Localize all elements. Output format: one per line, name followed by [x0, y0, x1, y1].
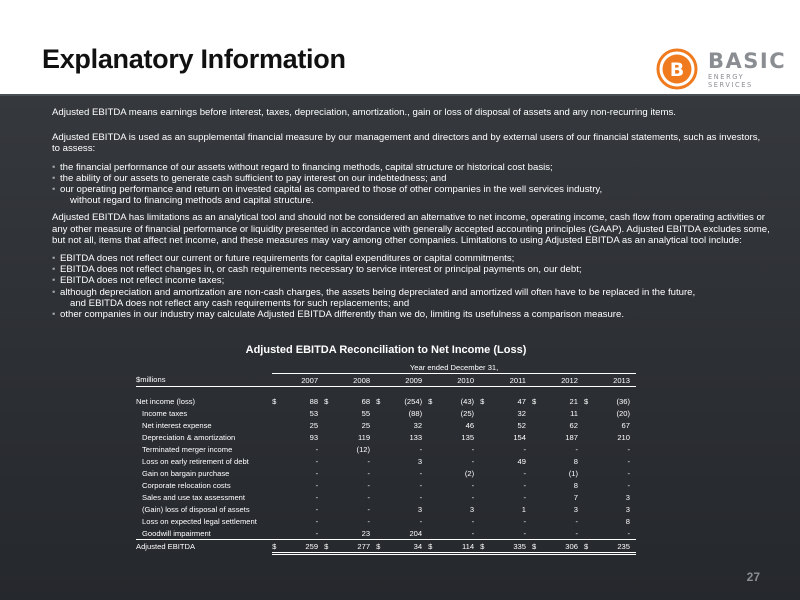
list-item: • other companies in our industry may calculate Adjusted EBITDA differently than we do, limiting its usefulness a comparison measure. — [52, 309, 625, 321]
table-cell — [480, 374, 491, 387]
table-cell-value: - — [315, 492, 319, 502]
usage-bullet-list — [52, 162, 770, 207]
currency-symbol: $ — [428, 396, 433, 406]
table-cell-value: - — [367, 480, 371, 490]
currency-symbol — [584, 467, 595, 479]
currency-symbol — [480, 443, 491, 455]
table-cell-value: - — [471, 444, 475, 454]
table-cell-value: 25 — [361, 420, 371, 430]
table-cell-value: - — [471, 492, 475, 502]
table-cell-value: - — [419, 516, 423, 526]
table-cell-value: 34 — [387, 540, 428, 554]
table-row — [136, 503, 636, 515]
currency-symbol — [272, 443, 283, 455]
currency-symbol: $ — [324, 396, 329, 406]
currency-symbol — [324, 503, 335, 515]
unit-label: $millions — [136, 374, 272, 387]
table-cell-value: (43) — [460, 396, 475, 406]
table-cell-value: - — [419, 444, 423, 454]
list-item: • although depreciation and amortization are non-cash charges, the assets being depreciated and amortized will often have to be replaced in the future, and EBITDA does not reflect any cash requirements for such replacements; and — [52, 286, 696, 309]
currency-symbol — [376, 527, 387, 540]
row-label: Depreciation & amortization — [142, 432, 236, 442]
table-subhead-row — [136, 361, 636, 374]
row-label: Loss on early retirement of debt — [142, 456, 249, 466]
table-cell-value: - — [471, 516, 475, 526]
table-cell-value: 46 — [465, 420, 475, 430]
table-cell-value: 3 — [625, 492, 630, 502]
table-cell-value: 259 — [283, 540, 324, 554]
currency-symbol — [376, 515, 387, 527]
currency-symbol — [428, 443, 439, 455]
currency-symbol — [532, 467, 543, 479]
currency-symbol — [584, 431, 595, 443]
table-cell-value: 49 — [517, 456, 526, 466]
table-cell-value: 114 — [439, 540, 480, 554]
table-cell-value: 23 — [361, 528, 371, 538]
table-cell — [324, 374, 335, 387]
row-label: Corporate relocation costs — [142, 480, 231, 490]
bullet-icon: • — [52, 286, 56, 298]
table-cell-value: 204 — [409, 528, 423, 538]
table-row — [136, 395, 636, 407]
table-cell-value: 135 — [461, 432, 475, 442]
currency-symbol — [480, 431, 491, 443]
paragraph-definition: Adjusted EBITDA means earnings before interest, taxes, depreciation, amortization., gain or loss of disposal of assets and any non-recurring items. — [52, 107, 676, 118]
table-row — [136, 527, 636, 540]
currency-symbol — [532, 431, 543, 443]
reconciliation-table-section — [136, 344, 636, 555]
table-cell-value: - — [315, 456, 319, 466]
currency-symbol — [584, 527, 595, 540]
table-cell-value: 8 — [625, 516, 630, 526]
row-label: Gain on bargain purchase — [142, 468, 230, 478]
currency-symbol — [480, 503, 491, 515]
table-cell — [272, 374, 283, 387]
slide-title: Explanatory Information — [42, 44, 346, 74]
currency-symbol — [428, 431, 439, 443]
currency-symbol — [324, 491, 335, 503]
table-cell-value: - — [523, 516, 526, 526]
currency-symbol: $ — [272, 540, 283, 554]
currency-symbol — [324, 407, 335, 419]
currency-symbol: $ — [532, 396, 537, 406]
table-cell-value: 277 — [335, 540, 376, 554]
currency-symbol — [324, 443, 335, 455]
currency-symbol — [272, 455, 283, 467]
year-header: 2009 — [387, 374, 428, 387]
table-cell-value: (88) — [408, 408, 423, 418]
currency-symbol — [480, 407, 491, 419]
table-cell-value: - — [627, 468, 630, 478]
currency-symbol — [272, 527, 283, 540]
currency-symbol — [272, 503, 283, 515]
currency-symbol: $ — [272, 396, 277, 406]
table-cell-value: 68 — [361, 396, 371, 406]
currency-symbol — [584, 491, 595, 503]
currency-symbol — [272, 431, 283, 443]
table-cell-value: - — [471, 528, 475, 538]
currency-symbol — [376, 419, 387, 431]
table-cell-value: 335 — [491, 540, 532, 554]
currency-symbol — [532, 491, 543, 503]
currency-symbol — [480, 479, 491, 491]
currency-symbol — [532, 515, 543, 527]
slide-header — [0, 0, 800, 94]
currency-symbol — [428, 407, 439, 419]
currency-symbol — [376, 467, 387, 479]
table-cell — [136, 361, 272, 374]
currency-symbol — [480, 467, 491, 479]
list-item: • EBITDA does not reflect income taxes; — [52, 275, 225, 287]
currency-symbol — [428, 467, 439, 479]
table-row — [136, 407, 636, 419]
table-cell-value: (25) — [460, 408, 475, 418]
table-cell-value: - — [315, 444, 319, 454]
currency-symbol — [376, 407, 387, 419]
year-header: 2007 — [283, 374, 324, 387]
paragraph-usage: Adjusted EBITDA is used as an supplemental financial measure by our management and directors and by external users of our financial statements, such as investors, to assess: — [52, 132, 761, 155]
table-cell-value: 119 — [357, 432, 371, 442]
bullet-icon: • — [52, 264, 56, 276]
table-cell-value: - — [315, 516, 319, 526]
currency-symbol — [480, 491, 491, 503]
row-label: Adjusted EBITDA — [136, 540, 272, 554]
currency-symbol — [532, 503, 543, 515]
table-cell-value: 3 — [417, 456, 423, 466]
list-item: • the financial performance of our assets without regard to financing methods, capital structure or historical cost basis; — [52, 161, 553, 173]
currency-symbol — [324, 527, 335, 540]
list-item: • EBITDA does not reflect our current or future requirements for capital expenditures or capital commitments; — [52, 253, 515, 265]
year-header: 2013 — [595, 374, 636, 387]
currency-symbol — [584, 443, 595, 455]
table-cell — [584, 374, 595, 387]
currency-symbol — [324, 515, 335, 527]
table-cell-value: 25 — [309, 420, 319, 430]
currency-symbol: $ — [584, 540, 595, 554]
row-label: (Gain) loss of disposal of assets — [142, 504, 250, 514]
table-cell-value: - — [315, 468, 319, 478]
table-cell-value: (20) — [616, 408, 630, 418]
table-cell-value: 3 — [573, 504, 578, 514]
bullet-icon: • — [52, 275, 56, 287]
table-row — [136, 515, 636, 527]
limitations-bullet-list — [52, 253, 770, 320]
currency-symbol — [272, 479, 283, 491]
currency-symbol — [532, 455, 543, 467]
currency-symbol: $ — [428, 540, 439, 554]
currency-symbol — [532, 527, 543, 540]
table-cell-value: 306 — [543, 540, 584, 554]
table-total-row — [136, 540, 636, 554]
table-cell-value: (12) — [356, 444, 371, 454]
table-cell-value: - — [419, 468, 423, 478]
table-cell-value: - — [419, 492, 423, 502]
table-cell-value: - — [367, 468, 371, 478]
logo-tagline: ENERGY SERVICES — [708, 73, 753, 89]
table-cell-value: - — [575, 516, 578, 526]
currency-symbol — [480, 527, 491, 540]
bullet-icon: • — [52, 161, 56, 173]
list-item: • the ability of our assets to generate cash sufficient to pay interest on our indebtedness; and — [52, 172, 447, 184]
currency-symbol — [428, 503, 439, 515]
table-cell-value: 133 — [409, 432, 423, 442]
currency-symbol — [584, 479, 595, 491]
row-label: Goodwill impairment — [142, 528, 211, 538]
table-cell-value: - — [575, 528, 578, 538]
table-cell-value: - — [575, 444, 578, 454]
table-cell-value: 32 — [413, 420, 423, 430]
table-cell-value: - — [627, 480, 630, 490]
table-cell — [136, 387, 636, 396]
currency-symbol — [428, 455, 439, 467]
table-cell-value: - — [627, 444, 630, 454]
table-cell-value: 93 — [309, 432, 319, 442]
currency-symbol: $ — [376, 540, 387, 554]
table-cell-value: 7 — [573, 492, 578, 502]
table-cell — [376, 374, 387, 387]
table-cell-value: 3 — [469, 504, 475, 514]
table-row — [136, 455, 636, 467]
table-row — [136, 443, 636, 455]
table-subhead: Year ended December 31, — [272, 361, 636, 374]
table-cell-value: - — [627, 528, 630, 538]
year-header: 2011 — [491, 374, 532, 387]
table-cell — [428, 374, 439, 387]
row-label: Net income (loss) — [136, 396, 196, 406]
row-label: Sales and use tax assessment — [142, 492, 245, 502]
table-cell-value: 53 — [309, 408, 319, 418]
table-cell-value: - — [315, 504, 319, 514]
paragraph-limitations: Adjusted EBITDA has limitations as an analytical tool and should not be considered an alternative to net income, operating income, cash flow from operating activities or any other measure of financial performance or liquidity presented in accordance with generally accepted accounting principles (GAAP). Adjusted EBITDA excludes some, but not all, items that affect net income, and these measures may vary among other companies. Limitations to using Adjusted EBITDA as an analytical tool include: — [52, 212, 770, 246]
table-cell-value: 21 — [569, 396, 578, 406]
currency-symbol — [324, 455, 335, 467]
currency-symbol — [532, 479, 543, 491]
currency-symbol — [584, 407, 595, 419]
currency-symbol — [272, 467, 283, 479]
table-cell-value: - — [471, 456, 475, 466]
currency-symbol: $ — [480, 540, 491, 554]
table-cell-value: 1 — [521, 504, 526, 514]
currency-symbol — [428, 515, 439, 527]
table-row — [136, 467, 636, 479]
year-header: 2010 — [439, 374, 480, 387]
currency-symbol — [584, 419, 595, 431]
currency-symbol — [272, 407, 283, 419]
currency-symbol — [376, 503, 387, 515]
table-cell-value: 47 — [517, 396, 526, 406]
currency-symbol — [532, 419, 543, 431]
table-title: Adjusted EBITDA Reconciliation to Net Income (Loss) — [245, 344, 527, 356]
currency-symbol: $ — [480, 396, 485, 406]
table-cell-value: 88 — [309, 396, 319, 406]
table-cell-value: 8 — [573, 480, 578, 490]
currency-symbol — [324, 479, 335, 491]
row-label: Net interest expense — [142, 420, 212, 430]
table-cell-value: 55 — [361, 408, 371, 418]
page-number: 27 — [746, 570, 760, 584]
table-cell-value: - — [523, 492, 526, 502]
company-logo — [656, 48, 786, 90]
svg-text:B: B — [669, 59, 685, 81]
table-row — [136, 491, 636, 503]
table-cell-value: 3 — [417, 504, 423, 514]
table-cell-value: (254) — [404, 396, 423, 406]
table-cell-value: - — [367, 516, 371, 526]
table-cell-value: - — [627, 456, 630, 466]
table-row — [136, 431, 636, 443]
year-header: 2012 — [543, 374, 584, 387]
table-cell-value: 11 — [570, 408, 578, 418]
table-cell-value: - — [315, 480, 319, 490]
currency-symbol — [428, 491, 439, 503]
bullet-icon: • — [52, 184, 56, 196]
currency-symbol — [376, 443, 387, 455]
bullet-icon: • — [52, 253, 56, 265]
currency-symbol — [376, 491, 387, 503]
currency-symbol — [376, 431, 387, 443]
table-cell-value: 67 — [621, 420, 630, 430]
table-cell-value: - — [367, 504, 371, 514]
currency-symbol — [584, 503, 595, 515]
currency-symbol — [428, 527, 439, 540]
currency-symbol: $ — [324, 540, 335, 554]
row-label: Income taxes — [142, 408, 188, 418]
bullet-icon: • — [52, 309, 56, 321]
table-cell-value: 187 — [565, 432, 578, 442]
table-cell-value: (2) — [464, 468, 475, 478]
basic-logo-icon — [656, 48, 702, 90]
table-cell — [532, 374, 543, 387]
row-label: Loss on expected legal settlement — [142, 516, 257, 526]
list-item: • EBITDA does not reflect changes in, or cash requirements necessary to service interest or principal payments on, our debt; — [52, 264, 582, 276]
currency-symbol — [480, 515, 491, 527]
currency-symbol — [480, 455, 491, 467]
table-cell-value: 52 — [517, 420, 526, 430]
table-row — [136, 419, 636, 431]
currency-symbol: $ — [583, 396, 589, 406]
table-cell-value: - — [367, 456, 371, 466]
table-cell-value: - — [367, 492, 371, 502]
table-cell-value: - — [523, 480, 526, 490]
table-cell-value: - — [315, 528, 319, 538]
reconciliation-table — [136, 361, 636, 555]
table-cell-value: - — [471, 480, 475, 490]
table-row — [136, 479, 636, 491]
currency-symbol — [584, 455, 595, 467]
table-cell-value: - — [523, 468, 526, 478]
currency-symbol — [324, 419, 335, 431]
row-label: Terminated merger income — [142, 444, 233, 454]
table-cell-value: 8 — [573, 456, 578, 466]
explanatory-text — [52, 107, 770, 326]
currency-symbol — [428, 479, 439, 491]
currency-symbol — [428, 419, 439, 431]
currency-symbol — [532, 407, 543, 419]
logo-wordmark: BASIC — [708, 49, 787, 73]
table-cell-value: 154 — [513, 432, 526, 442]
table-cell-value: 3 — [625, 504, 630, 514]
table-cell-value: 210 — [617, 432, 630, 442]
currency-symbol — [272, 515, 283, 527]
currency-symbol — [272, 419, 283, 431]
table-cell-value: (1) — [568, 468, 578, 478]
currency-symbol: $ — [532, 540, 543, 554]
currency-symbol — [324, 431, 335, 443]
bullet-icon: • — [52, 172, 56, 184]
currency-symbol — [324, 467, 335, 479]
table-cell-value: - — [419, 480, 423, 490]
currency-symbol — [376, 455, 387, 467]
year-header: 2008 — [335, 374, 376, 387]
currency-symbol — [584, 515, 595, 527]
table-spacer-row — [136, 387, 636, 396]
table-cell-value: - — [523, 528, 526, 538]
list-item: • our operating performance and return on invested capital as compared to those of other companies in the well services industry, without regard to financing methods and capital structure. — [52, 184, 603, 207]
currency-symbol — [272, 491, 283, 503]
currency-symbol — [532, 443, 543, 455]
table-cell-value: - — [523, 444, 526, 454]
table-cell-value: 235 — [595, 540, 636, 554]
table-cell-value: (36) — [616, 396, 630, 406]
currency-symbol — [480, 419, 491, 431]
table-cell-value: 32 — [517, 408, 526, 418]
table-cell-value: 62 — [569, 420, 578, 430]
currency-symbol: $ — [376, 396, 381, 406]
table-header-row — [136, 374, 636, 387]
currency-symbol — [376, 479, 387, 491]
